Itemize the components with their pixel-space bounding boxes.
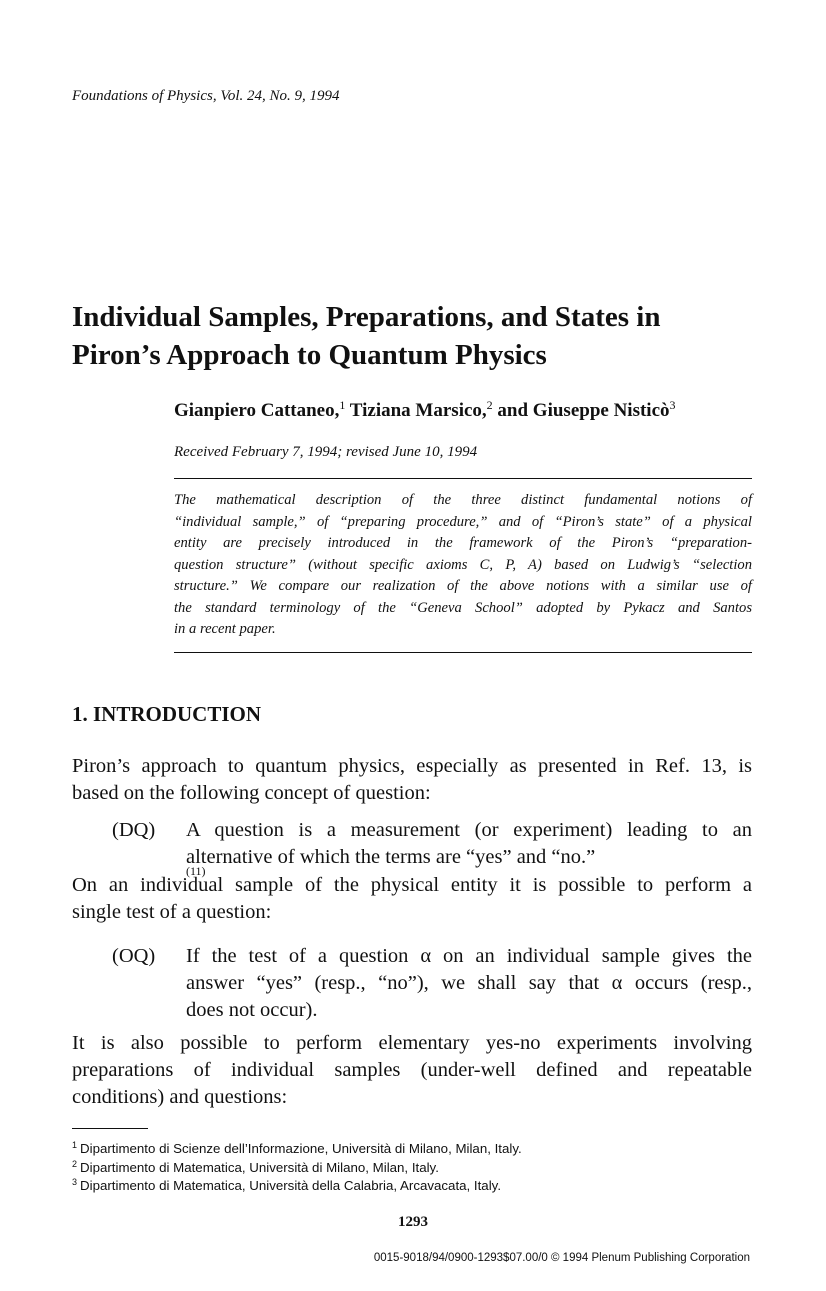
text-line: single test of a question:	[72, 901, 272, 923]
footnote-rule	[72, 1128, 148, 1129]
text-line: Piron’s approach to quantum physics, especially as presented in Ref. 13, is	[72, 755, 752, 777]
abstract-line: structure.” We compare our realization of the above notions with a similar use of	[174, 578, 752, 594]
abstract-line: “individual sample,” of “preparing procedure,” and of “Piron’s state” of a physical	[174, 513, 752, 530]
abstract-top-rule	[174, 478, 752, 479]
footnotes	[72, 1140, 522, 1196]
author-2-mark: 2	[486, 398, 493, 412]
author-1-mark: 1	[339, 398, 346, 412]
abstract-line: question structure” (without specific axioms C, P, A) based on Ludwig’s “selection	[174, 556, 752, 573]
journal-citation: Foundations of Physics, Vol. 24, No. 9, 1994	[72, 88, 340, 104]
text-line: does not occur).	[186, 999, 318, 1021]
abstract-line: the standard terminology of the “Geneva School” adopted by Pykacz and Santos	[174, 599, 752, 616]
text-line: based on the following concept of question:	[72, 782, 431, 804]
oq-definition	[186, 943, 752, 1024]
abstract-bottom-rule	[174, 652, 752, 653]
footnote-2: $^2$ Dipartimento di Matematica, Università di Milano, Milan, Italy.	[72, 1158, 439, 1175]
paragraph-2	[72, 872, 752, 926]
author-1: Gianpiero Cattaneo,	[174, 400, 340, 421]
abstract-line: The mathematical description of the three distinct fundamental notions of	[174, 492, 752, 508]
abstract-line: in a recent paper.	[174, 621, 276, 637]
footnote-1: $^1$ Dipartimento di Scienze dell’Informazione, Università di Milano, Milan, Italy.	[72, 1140, 522, 1156]
text-line: A question is a measurement (or experiment) leading to an	[186, 819, 752, 841]
title-line-1: Individual Samples, Preparations, and States in	[72, 301, 661, 333]
footnote-3: $^3$ Dipartimento di Matematica, Università della Calabria, Arcavacata, Italy.	[72, 1177, 502, 1194]
abstract-line: entity are precisely introduced in the framework of the Piron’s “preparation-	[174, 535, 752, 551]
text-line: answer “yes” (resp., “no”), we shall say that α occurs (resp.,	[186, 972, 752, 994]
title-line-2: Piron’s Approach to Quantum Physics	[72, 339, 547, 371]
received-dates: Received February 7, 1994; revised June 10, 1994	[174, 444, 478, 460]
text-line: alternative of which the terms are “yes” and “no.” (11)	[186, 846, 596, 878]
abstract	[174, 490, 752, 641]
text-line: conditions) and questions:	[72, 1086, 288, 1108]
author-2: Tiziana Marsico,	[349, 400, 487, 421]
section-heading: 1. INTRODUCTION	[72, 702, 262, 726]
text-line: preparations of individual samples (under-well defined and repeatable	[72, 1059, 752, 1081]
paper-title	[72, 298, 772, 374]
paragraph-1	[72, 753, 752, 807]
oq-label: (OQ)	[112, 945, 156, 967]
dq-label: (DQ)	[112, 819, 156, 841]
copyright-line: 0015-9018/94/0900-1293$07.00/0 © 1994 Plenum Publishing Corporation	[373, 1252, 750, 1264]
text-line: It is also possible to perform elementary yes-no experiments involving	[72, 1032, 752, 1054]
author-conjunction: and	[497, 400, 529, 421]
author-3-mark: 3	[669, 398, 676, 412]
text-line: On an individual sample of the physical entity it is possible to perform a	[72, 874, 752, 896]
author-3: Giuseppe Nisticò	[532, 400, 670, 421]
page-number: 1293	[398, 1214, 428, 1230]
author-list	[174, 400, 676, 422]
paragraph-3	[72, 1030, 752, 1111]
text-line: If the test of a question α on an individual sample gives the	[186, 945, 752, 967]
dq-definition	[186, 817, 752, 878]
